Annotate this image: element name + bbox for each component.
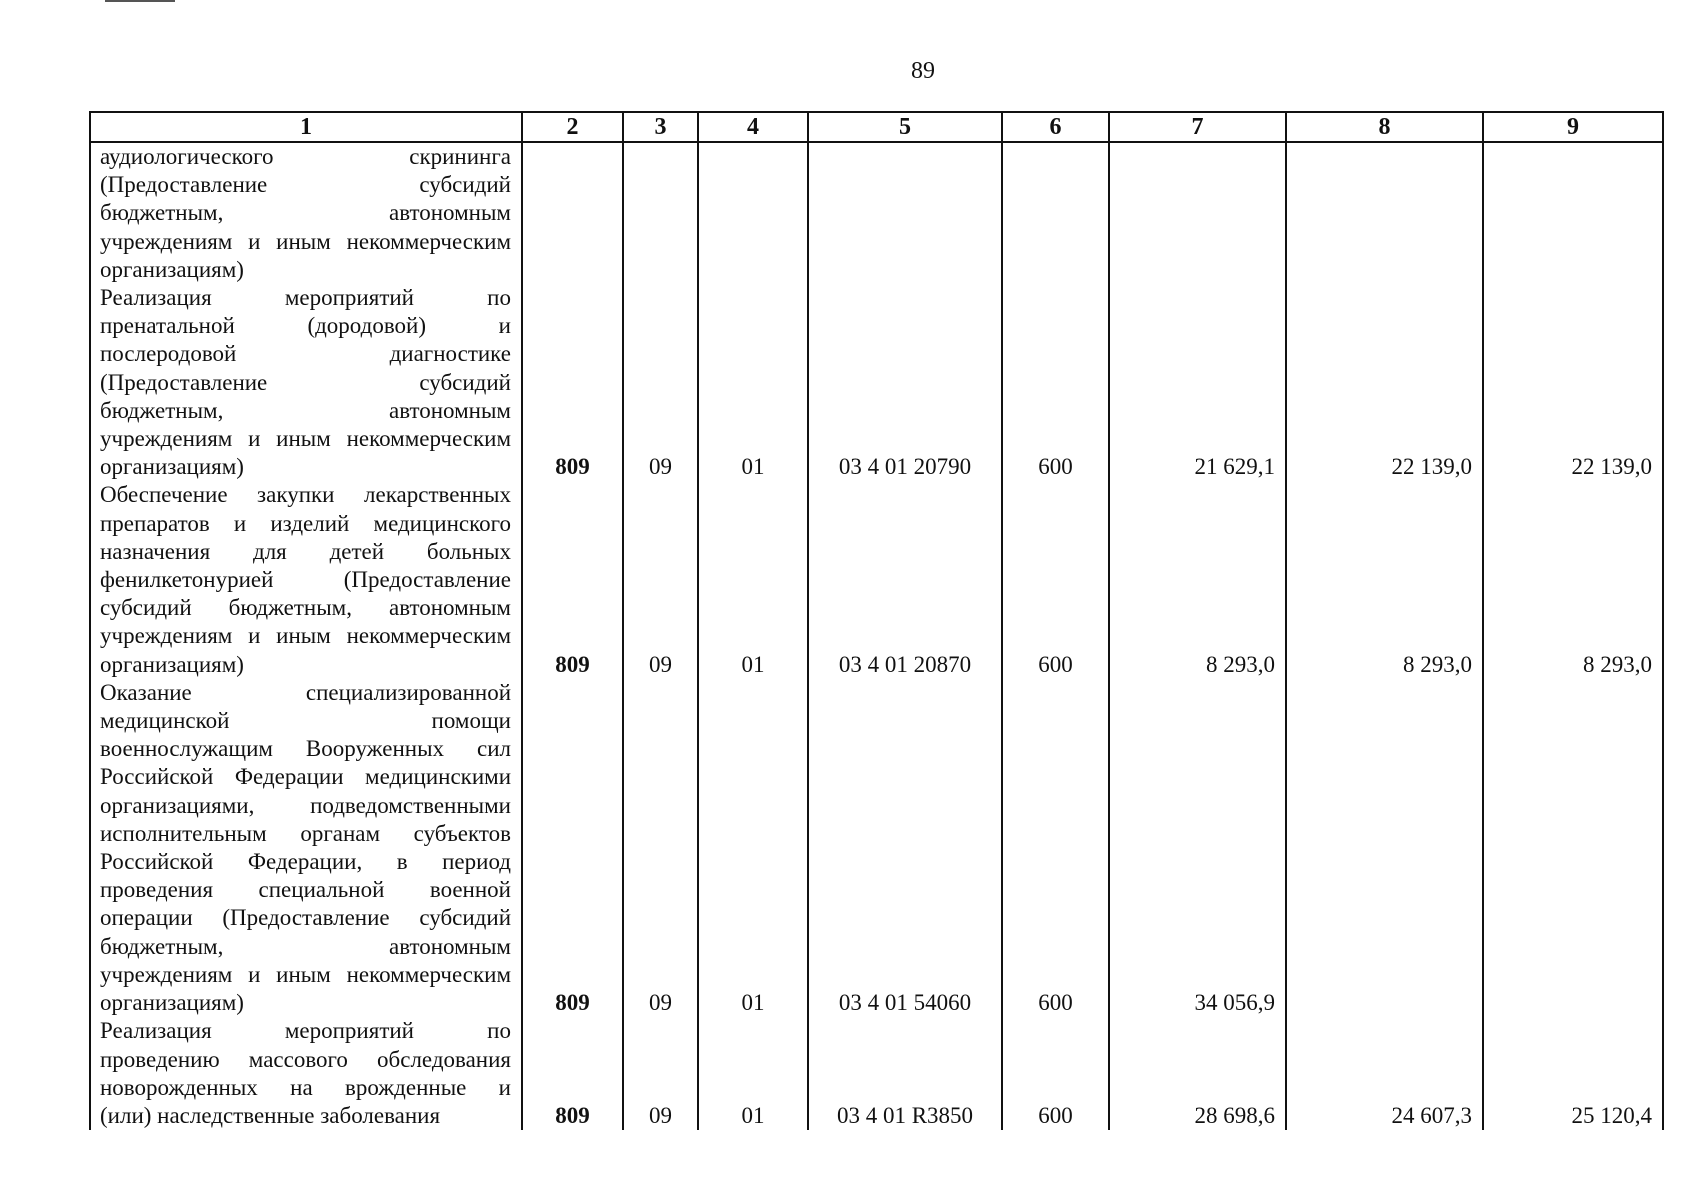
header-col-3: 3	[623, 112, 698, 142]
amount-year-2	[1286, 142, 1483, 284]
ministry-code: 809	[522, 284, 623, 481]
description-line: бюджетным, автономным	[100, 397, 511, 423]
section-code: 09	[623, 679, 698, 1017]
table-row	[90, 679, 1663, 1017]
amount-year-3: 8 293,0	[1483, 481, 1663, 678]
target-article-code: 03 4 01 20870	[808, 481, 1002, 678]
page-number: 89	[911, 58, 935, 84]
amount-year-2: 8 293,0	[1286, 481, 1483, 678]
target-article-code: 03 4 01 54060	[808, 679, 1002, 1017]
amount-year-2: 24 607,3	[1286, 1017, 1483, 1130]
description-line: проведению массового обследования	[100, 1046, 511, 1072]
header-col-1: 1	[90, 112, 522, 142]
description-line: пренатальной (дородовой) и	[100, 313, 511, 339]
ministry-code: 809	[522, 679, 623, 1017]
description-line: бюджетным, автономным	[100, 200, 511, 226]
table-row	[90, 1017, 1663, 1130]
expense-type-code: 600	[1002, 1017, 1109, 1130]
description-line: военнослужащим Вооруженных сил	[100, 736, 511, 762]
expense-type-code: 600	[1002, 284, 1109, 481]
expense-type-code: 600	[1002, 481, 1109, 678]
section-code: 09	[623, 1017, 698, 1130]
description-line: Обеспечение закупки лекарственных	[100, 482, 511, 508]
scan-mark	[105, 0, 175, 2]
amount-year-1	[1109, 142, 1286, 284]
amount-year-3	[1483, 142, 1663, 284]
amount-year-3: 22 139,0	[1483, 284, 1663, 481]
description-line: организациям)	[100, 651, 244, 677]
subsection-code: 01	[698, 284, 808, 481]
description-line: операции (Предоставление субсидий	[100, 905, 511, 931]
description-line: организациям)	[100, 990, 244, 1016]
row-description	[90, 679, 522, 1017]
description-line: медицинской помощи	[100, 708, 511, 734]
section-code	[623, 142, 698, 284]
description-line: аудиологического скрининга	[100, 144, 511, 169]
section-code: 09	[623, 481, 698, 678]
table-body	[90, 142, 1663, 1130]
target-article-code	[808, 142, 1002, 284]
description-line: бюджетным, автономным	[100, 933, 511, 959]
header-col-4: 4	[698, 112, 808, 142]
header-col-8: 8	[1286, 112, 1483, 142]
description-line: (Предоставление субсидий	[100, 369, 511, 395]
table-row	[90, 284, 1663, 481]
header-col-9: 9	[1483, 112, 1663, 142]
description-line: фенилкетонурией (Предоставление	[100, 567, 511, 593]
subsection-code	[698, 142, 808, 284]
description-line: новорожденных на врожденные и	[100, 1074, 511, 1100]
subsection-code: 01	[698, 481, 808, 678]
description-line: (или) наследственные заболевания	[100, 1102, 441, 1128]
subsection-code: 01	[698, 1017, 808, 1130]
expense-type-code	[1002, 142, 1109, 284]
header-col-2: 2	[522, 112, 623, 142]
description-line: Российской Федерации, в период	[100, 849, 511, 875]
section-code: 09	[623, 284, 698, 481]
description-line: субсидий бюджетным, автономным	[100, 595, 511, 621]
description-line: Российской Федерации медицинскими	[100, 764, 511, 790]
description-line: препаратов и изделий медицинского	[100, 510, 511, 536]
row-description	[90, 142, 522, 284]
expense-type-code: 600	[1002, 679, 1109, 1017]
amount-year-1: 28 698,6	[1109, 1017, 1286, 1130]
header-col-6: 6	[1002, 112, 1109, 142]
ministry-code: 809	[522, 1017, 623, 1130]
amount-year-2	[1286, 679, 1483, 1017]
table-row	[90, 481, 1663, 678]
target-article-code: 03 4 01 20790	[808, 284, 1002, 481]
description-line: организациям)	[100, 454, 244, 480]
description-line: учреждениям и иным некоммерческим	[100, 228, 511, 254]
budget-table	[89, 111, 1664, 1130]
row-description	[90, 481, 522, 678]
budget-table-wrapper	[89, 111, 1662, 1130]
target-article-code: 03 4 01 R3850	[808, 1017, 1002, 1130]
ministry-code	[522, 142, 623, 284]
description-line: исполнительным органам субъектов	[100, 820, 511, 846]
description-line: учреждениям и иным некоммерческим	[100, 623, 511, 649]
header-col-5: 5	[808, 112, 1002, 142]
description-line: (Предоставление субсидий	[100, 172, 511, 198]
ministry-code: 809	[522, 481, 623, 678]
header-row	[90, 112, 1663, 142]
amount-year-1: 21 629,1	[1109, 284, 1286, 481]
description-line: Реализация мероприятий по	[100, 285, 511, 311]
description-line: послеродовой диагностике	[100, 341, 511, 367]
header-col-7: 7	[1109, 112, 1286, 142]
table-row	[90, 142, 1663, 284]
row-description	[90, 284, 522, 481]
row-description	[90, 1017, 522, 1130]
amount-year-1: 8 293,0	[1109, 481, 1286, 678]
description-line: назначения для детей больных	[100, 538, 511, 564]
description-line: Оказание специализированной	[100, 679, 511, 705]
amount-year-2: 22 139,0	[1286, 284, 1483, 481]
description-line: организациям)	[100, 256, 244, 282]
amount-year-1: 34 056,9	[1109, 679, 1286, 1017]
description-line: проведения специальной военной	[100, 877, 511, 903]
description-line: учреждениям и иным некоммерческим	[100, 961, 511, 987]
amount-year-3: 25 120,4	[1483, 1017, 1663, 1130]
amount-year-3	[1483, 679, 1663, 1017]
description-line: учреждениям и иным некоммерческим	[100, 426, 511, 452]
description-line: организациями, подведомственными	[100, 792, 511, 818]
subsection-code: 01	[698, 679, 808, 1017]
description-line: Реализация мероприятий по	[100, 1018, 511, 1044]
